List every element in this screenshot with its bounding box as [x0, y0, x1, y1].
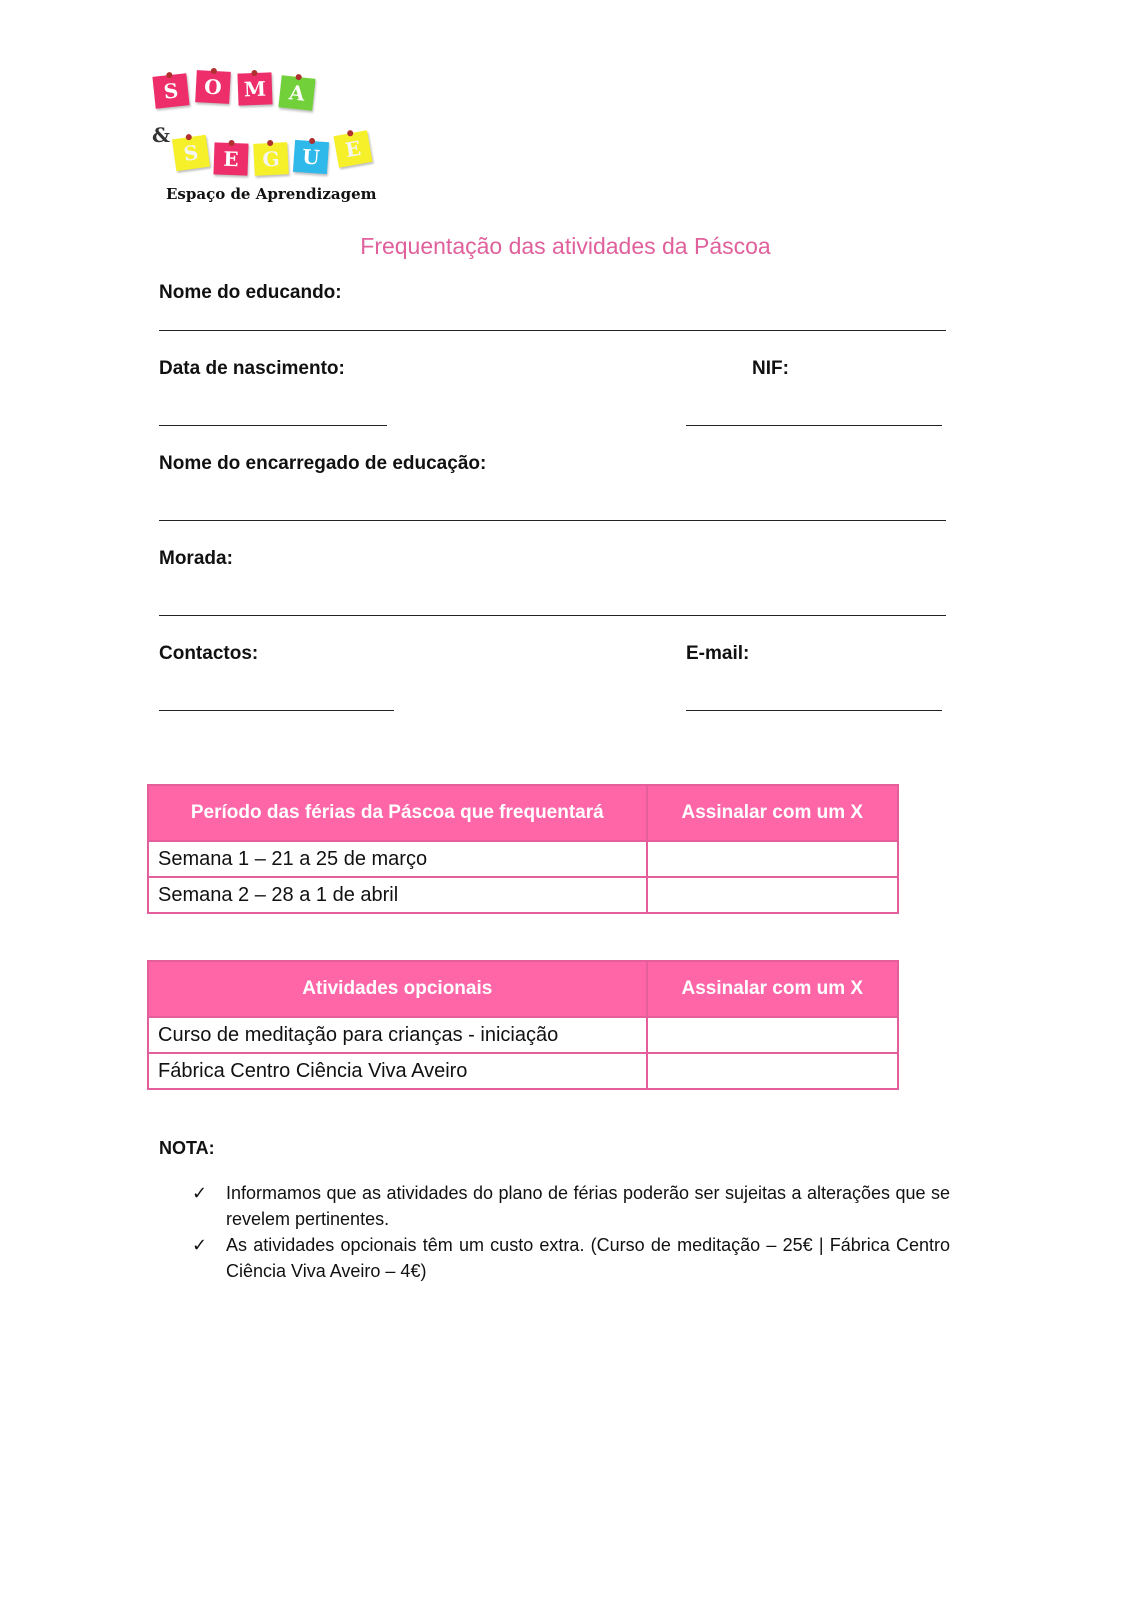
- mark-header: Assinalar com um X: [647, 785, 898, 841]
- contacts-line[interactable]: [159, 710, 394, 711]
- weeks-table: [147, 784, 899, 914]
- guardian-name-line[interactable]: [159, 520, 946, 521]
- guardian-name-label: Nome do encarregado de educação:: [159, 453, 487, 474]
- logo-tile: U: [293, 140, 329, 174]
- science-center-mark-cell[interactable]: [647, 1053, 898, 1089]
- week-2-mark-cell[interactable]: [647, 877, 898, 913]
- mark-header: Assinalar com um X: [647, 961, 898, 1017]
- logo-tile: A: [278, 75, 315, 110]
- birth-date-line[interactable]: [159, 425, 387, 426]
- table-header-row: [148, 961, 898, 1017]
- logo-tile: E: [333, 130, 372, 167]
- nif-label: NIF:: [752, 358, 789, 379]
- nif-line[interactable]: [686, 425, 942, 426]
- note-list: [190, 1180, 950, 1284]
- table-row: [148, 1053, 898, 1089]
- address-label: Morada:: [159, 548, 233, 569]
- activities-header: Atividades opcionais: [148, 961, 647, 1017]
- note-text: As atividades opcionais têm um custo extra. (Curso de meditação – 25€ | Fábrica Centro Ciência Viva Aveiro – 4€): [226, 1235, 950, 1281]
- optional-activities-table: [147, 960, 899, 1090]
- table-row: [148, 877, 898, 913]
- logo-tile: S: [152, 73, 189, 108]
- email-label: E-mail:: [686, 643, 750, 664]
- form-title: Frequentação das atividades da Páscoa: [360, 233, 771, 259]
- student-name-line[interactable]: [159, 330, 946, 331]
- meditation-course-cell: Curso de meditação para crianças - iniciação: [148, 1017, 647, 1053]
- birth-date-label: Data de nascimento:: [159, 358, 345, 379]
- period-header: Período das férias da Páscoa que frequentará: [148, 785, 647, 841]
- soma-segue-logo: [150, 65, 390, 215]
- check-icon: ✓: [192, 1235, 208, 1255]
- science-center-cell: Fábrica Centro Ciência Viva Aveiro: [148, 1053, 647, 1089]
- email-line[interactable]: [686, 710, 942, 711]
- table-row: [148, 1017, 898, 1053]
- address-line[interactable]: [159, 615, 946, 616]
- logo-tile: G: [253, 142, 289, 176]
- logo-tile: E: [213, 142, 248, 175]
- logo-tile: M: [237, 72, 272, 105]
- note-label: NOTA:: [159, 1138, 215, 1158]
- list-item: [190, 1232, 950, 1284]
- note-text: Informamos que as atividades do plano de férias poderão ser sujeitas a alterações que se revelem pertinentes.: [226, 1183, 950, 1229]
- logo-tile: O: [195, 70, 231, 104]
- logo-subtitle: Espaço de Aprendizagem: [166, 185, 377, 203]
- meditation-mark-cell[interactable]: [647, 1017, 898, 1053]
- week-2-cell: Semana 2 – 28 a 1 de abril: [148, 877, 647, 913]
- check-icon: ✓: [192, 1183, 208, 1203]
- logo-tile: S: [172, 135, 210, 171]
- contacts-label: Contactos:: [159, 643, 259, 664]
- table-row: [148, 841, 898, 877]
- table-header-row: [148, 785, 898, 841]
- list-item: [190, 1180, 950, 1232]
- week-1-mark-cell[interactable]: [647, 841, 898, 877]
- week-1-cell: Semana 1 – 21 a 25 de março: [148, 841, 647, 877]
- student-name-label: Nome do educando:: [159, 282, 342, 303]
- logo-ampersand: &: [152, 123, 171, 147]
